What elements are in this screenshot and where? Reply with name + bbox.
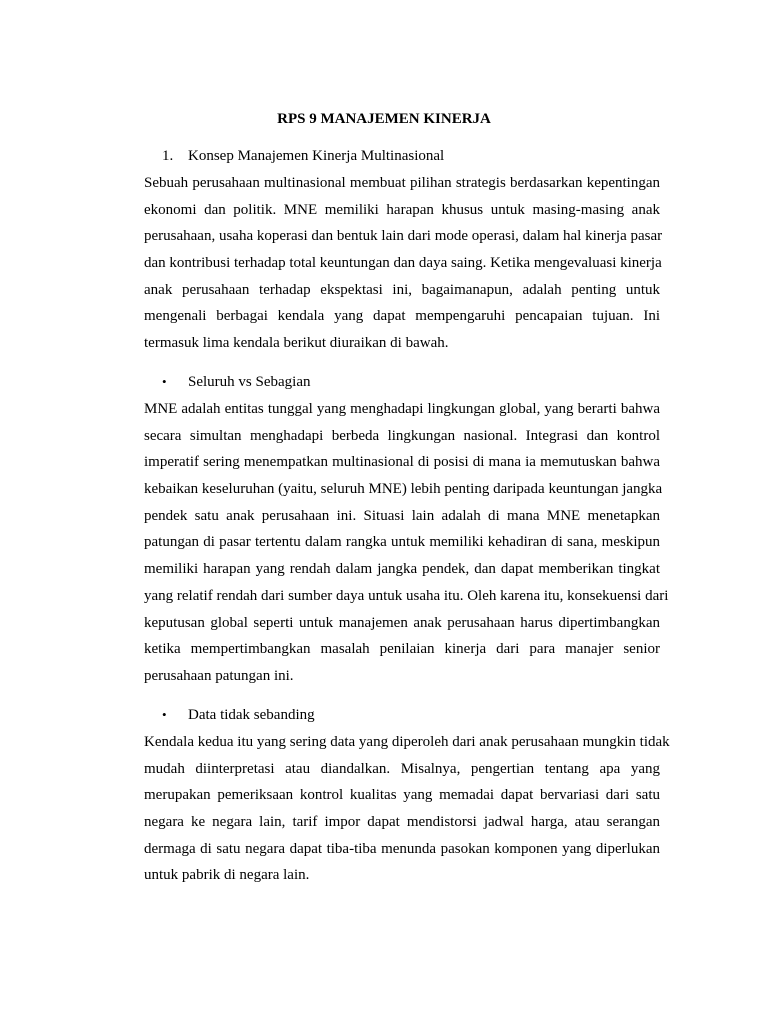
section-heading-data <box>162 706 315 724</box>
paragraph-line: imperatif sering menempatkan multinasional di posisi di mana ia memutuskan bahwa <box>144 454 660 471</box>
bullet-icon: • <box>162 707 167 722</box>
list-number: 1. <box>162 148 174 164</box>
paragraph-line: pendek satu anak perusahaan ini. Situasi lain adalah di mana MNE menetapkan <box>144 507 660 524</box>
paragraph-line: termasuk lima kendala berikut diuraikan di bawah. <box>144 335 449 352</box>
paragraph-line: yang relatif rendah dari sumber daya untuk usaha itu. Oleh karena itu, konsekuensi dari <box>144 587 669 604</box>
paragraph-line: perusahaan, usaha koperasi dan bentuk lain dari mode operasi, dalam hal kinerja pasar <box>144 228 663 245</box>
paragraph-line: keputusan global seperti untuk manajemen anak perusahaan harus dipertimbangkan <box>144 614 660 631</box>
paragraph-line: mudah diinterpretasi atau diandalkan. Misalnya, pengertian tentang apa yang <box>144 760 660 777</box>
paragraph-line: Kendala kedua itu yang sering data yang diperoleh dari anak perusahaan mungkin tidak <box>144 734 670 750</box>
section-heading-text: Data tidak sebanding <box>188 707 315 723</box>
paragraph-line: ekonomi dan politik. MNE memiliki harapan khusus untuk masing-masing anak <box>144 201 660 218</box>
paragraph-line: memiliki harapan yang rendah dalam jangka pendek, dan dapat memberikan tingkat <box>144 561 660 578</box>
paragraph-line: dan kontribusi terhadap total keuntungan dan daya saing. Ketika mengevaluasi kinerja <box>144 255 662 272</box>
paragraph-line: MNE adalah entitas tunggal yang menghadapi lingkungan global, yang berarti bahwa <box>144 401 660 417</box>
paragraph-line: ketika mempertimbangkan masalah penilaian kinerja dari para manajer senior <box>144 641 660 658</box>
section-paragraph-seluruh <box>144 396 669 690</box>
section-heading-text: Seluruh vs Sebagian <box>188 374 311 390</box>
section-paragraph-konsep <box>144 170 663 357</box>
paragraph-line: perusahaan patungan ini. <box>144 667 294 684</box>
paragraph-line: untuk pabrik di negara lain. <box>144 867 310 884</box>
paragraph-line: patungan di pasar tertentu dalam rangka untuk memiliki kehadiran di sana, meskipun <box>144 534 660 551</box>
paragraph-line: anak perusahaan terhadap ekspektasi ini, bagaimanapun, adalah penting untuk <box>144 281 660 298</box>
document-title: RPS 9 MANAJEMEN KINERJA <box>277 111 491 127</box>
bullet-icon: • <box>162 374 167 389</box>
paragraph-line: merupakan pemeriksaan kontrol kualitas yang memadai dapat bervariasi dari satu <box>144 787 660 804</box>
paragraph-line: kebaikan keseluruhan (yaitu, seluruh MNE) lebih penting daripada keuntungan jangka <box>144 481 663 498</box>
paragraph-line: dermaga di satu negara dapat tiba-tiba menunda pasokan komponen yang diperlukan <box>144 840 660 857</box>
paragraph-line: Sebuah perusahaan multinasional membuat pilihan strategis berdasarkan kepentingan <box>144 175 660 191</box>
section-heading-seluruh <box>162 373 310 391</box>
paragraph-line: negara ke negara lain, tarif impor dapat mendistorsi jadwal harga, atau serangan <box>144 814 660 831</box>
paragraph-line: mengenali berbagai kendala yang dapat mempengaruhi pencapaian tujuan. Ini <box>144 308 660 325</box>
section-heading-konsep <box>162 147 444 165</box>
paragraph-line: secara simultan menghadapi berbeda lingkungan nasional. Integrasi dan kontrol <box>144 427 660 444</box>
section-heading-text: Konsep Manajemen Kinerja Multinasional <box>188 148 445 164</box>
section-paragraph-data <box>144 729 670 889</box>
